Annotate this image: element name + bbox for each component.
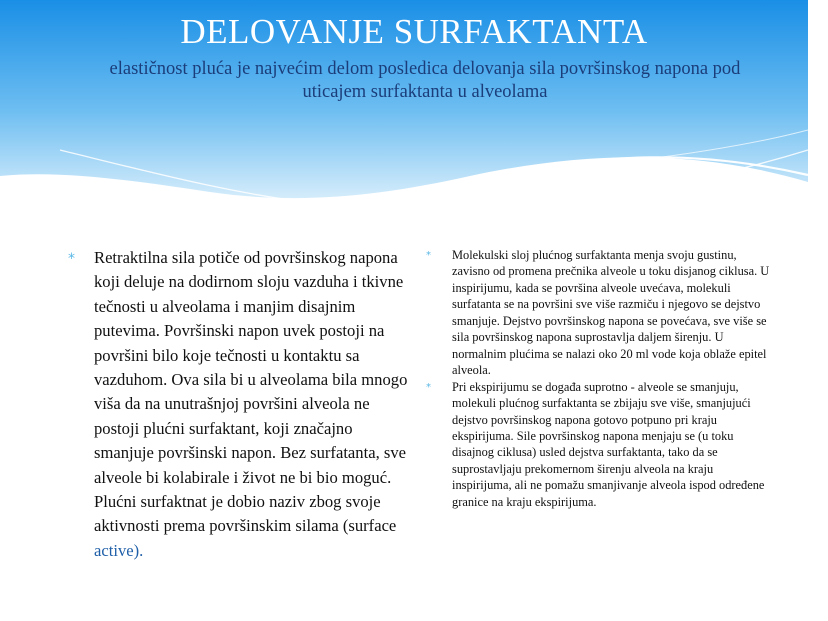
bullet-marker: * <box>426 381 431 393</box>
bullet-marker: * <box>68 251 75 267</box>
slide-title: DELOVANJE SURFAKTANTA <box>180 12 648 51</box>
right-bullet-item <box>426 379 774 511</box>
right-bullet-text: Molekulski sloj plućnog surfaktanta menja svoju gustinu, zavisno od promena prečnika alveole u toku disjanog ciklusa. U inspirijumu, kada se površina alveole uvećava, molekuli surfatanta se na površini sve više razmiču i njegovo se dejstvo smanjuje. Dejstvo površinskog napona se povećava, sve više se sila površinskog napona suprostavlja daljem širenju. U normalnim plućima se nalazi oko 20 ml vode koja oblaže epitel alveola. <box>452 248 770 378</box>
left-bullet-item <box>68 246 408 563</box>
right-bullet-item <box>426 247 774 379</box>
left-paragraph-text: Retraktilna sila potiče od površinskog napona koji deluje na dodirnom sloju vazduha i tkivne tečnosti u alveolama i manjim disajnim putevima. Površinski napon uvek postoji na površini bilo koje tečnosti u kontaktu sa vazduhom. Ova sila bi u alveolama bila mnogo viša da na unutrašnjoj površini alveola ne postoji plućni surfaktant, koji značajno smanjuje površinski napon. Bez surfatanta, sve alveole bi kolabirale i život ne bi bio moguć. Plućni surfaktnat je dobio naziv zbog svoje aktivnosti prema površinskim silama (surface <box>94 248 408 536</box>
active-link-text: active). <box>94 540 144 560</box>
right-bullet-text: Pri ekspirijumu se događa suprotno - alveole se smanjuju, molekuli plućnog surfaktanta se zbijaju sve više, smanjujući dejstvo površinskog napona gotovo potpuno pri kraju ekspirijuma. Sile površinskog napona menjaju se (u toku disajnog ciklusa) usled dejstva surfaktanta, tako da se suprostavljaju prekomernom širenju alveola na kraju inspirijuma, ali ne pomažu smanjivanje alveola ispod određene granice na kraju ekspirijuma. <box>452 379 765 509</box>
slide-subtitle: elastičnost pluća je najvećim delom posledica delovanja sila površinskog napona pod uticajem surfaktanta u alveolama <box>109 59 741 102</box>
left-column <box>68 246 408 563</box>
bullet-marker: * <box>426 250 431 261</box>
right-column <box>426 247 774 510</box>
